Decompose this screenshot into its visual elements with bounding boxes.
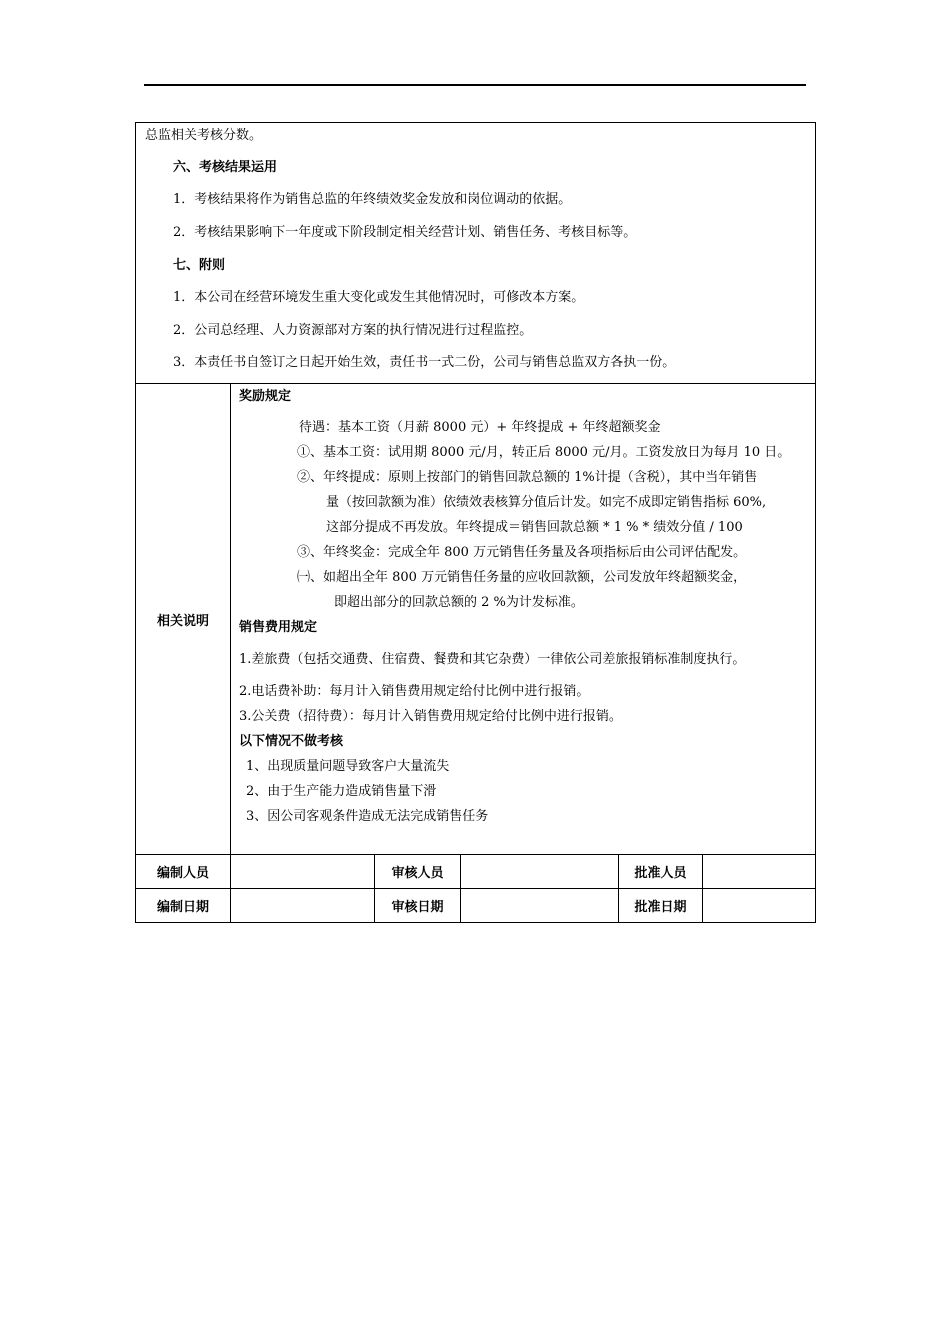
signoff-row-dates [136, 889, 816, 923]
excess-bonus-1: ㈠、如超出全年 800 万元销售任务量的应收回款额，公司发放年终超额奖金， [297, 570, 747, 585]
section-heading-6: 六、考核结果运用 [173, 160, 278, 175]
related-label: 相关说明 [136, 384, 231, 855]
item-6-1: 1．考核结果将作为销售总监的年终绩效奖金发放和岗位调动的依据。 [173, 192, 572, 207]
reward-title: 奖励规定 [239, 389, 292, 404]
expense-item-3: 3.公关费（招待费）：每月计入销售费用规定给付比例中进行报销。 [239, 709, 622, 724]
approver-label: 批准人员 [619, 855, 703, 889]
responsibility-table [135, 122, 816, 923]
approve-date-label: 批准日期 [619, 889, 703, 923]
approve-date-field[interactable] [703, 889, 816, 923]
year-end-commission-2: 量（按回款额为准）依绩效表核算分值后计发。如完不成即定销售指标 60%, [326, 495, 767, 510]
reviewer-field[interactable] [461, 855, 619, 889]
section-heading-7: 七、附则 [173, 258, 226, 273]
year-end-commission-3: 这部分提成不再发放。年终提成＝销售回款总额 * 1 % * 绩效分值 / 100 [326, 520, 743, 535]
exempt-item-1: 1、出现质量问题导致客户大量流失 [246, 759, 450, 774]
review-date-field[interactable] [461, 889, 619, 923]
basic-salary: ①、基本工资：试用期 8000 元/月，转正后 8000 元/月。工资发放日为每月 10 日。 [297, 445, 791, 460]
exempt-item-3: 3、因公司客观条件造成无法完成销售任务 [246, 809, 489, 824]
item-6-2: 2．考核结果影响下一年度或下阶段制定相关经营计划、销售任务、考核目标等。 [173, 225, 637, 240]
expense-item-2: 2.电话费补助：每月计入销售费用规定给付比例中进行报销。 [239, 684, 590, 699]
expense-item-1: 1.差旅费（包括交通费、住宿费、餐费和其它杂费）一律依公司差旅报销标准制度执行。 [239, 652, 746, 667]
review-date-label: 审核日期 [375, 889, 461, 923]
preparer-label: 编制人员 [136, 855, 231, 889]
continued-text: 总监相关考核分数。 [145, 128, 263, 143]
prep-date-label: 编制日期 [136, 889, 231, 923]
reviewer-label: 审核人员 [375, 855, 461, 889]
item-7-2: 2．公司总经理、人力资源部对方案的执行情况进行过程监控。 [173, 323, 533, 338]
header-rule [144, 84, 806, 86]
signoff-row-people [136, 855, 816, 889]
preparer-field[interactable] [231, 855, 375, 889]
expense-title: 销售费用规定 [239, 620, 318, 635]
item-7-1: 1．本公司在经营环境发生重大变化或发生其他情况时，可修改本方案。 [173, 290, 585, 305]
related-content [231, 384, 816, 855]
exempt-title: 以下情况不做考核 [239, 734, 344, 749]
year-end-bonus: ③、年终奖金：完成全年 800 万元销售任务量及各项指标后由公司评估配发。 [297, 545, 747, 560]
year-end-commission-1: ②、年终提成：原则上按部门的销售回款总额的 1%计提（含税），其中当年销售 [297, 470, 758, 485]
prep-date-field[interactable] [231, 889, 375, 923]
assessment-section [136, 123, 816, 384]
item-7-3: 3．本责任书自签订之日起开始生效，责任书一式二份，公司与销售总监双方各执一份。 [173, 355, 676, 370]
pay-line: 待遇：基本工资（月薪 8000 元）+ 年终提成 + 年终超额奖金 [299, 420, 661, 435]
approver-field[interactable] [703, 855, 816, 889]
excess-bonus-2: 即超出部分的回款总额的 2 %为计发标准。 [334, 595, 584, 610]
exempt-item-2: 2、由于生产能力造成销售量下滑 [246, 784, 437, 799]
